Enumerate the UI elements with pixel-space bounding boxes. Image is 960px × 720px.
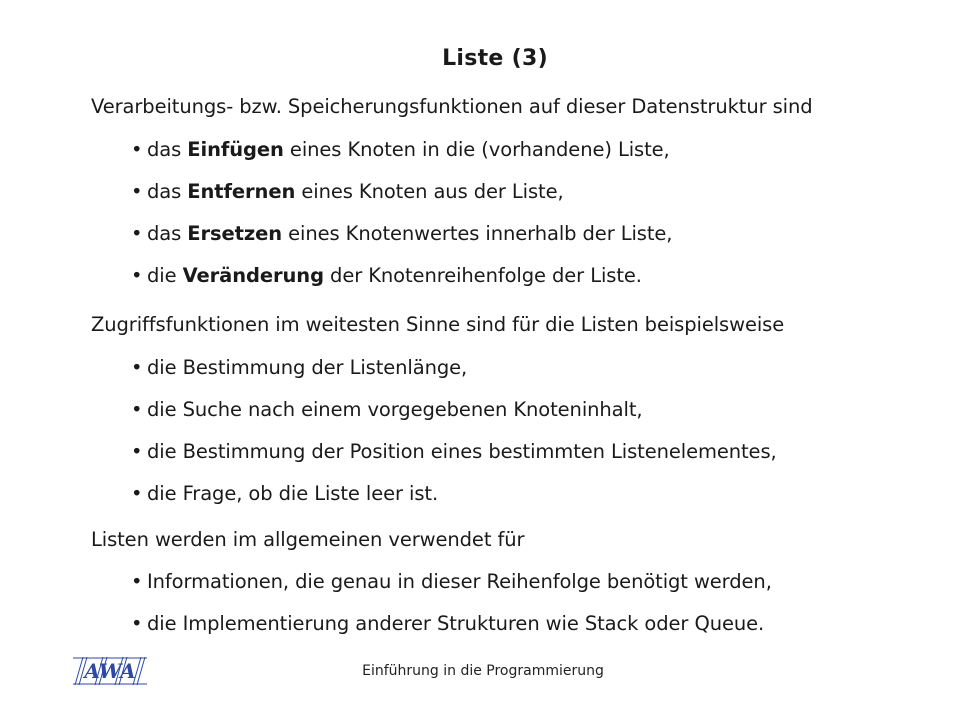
bullet: • bbox=[131, 612, 143, 635]
list-item bbox=[131, 440, 777, 463]
item-text: der Knotenreihenfolge der Liste. bbox=[323, 264, 642, 287]
item-text: das bbox=[147, 222, 188, 245]
item-text: die Suche nach einem vorgegebenen Knoteninhalt, bbox=[147, 398, 643, 421]
bullet: • bbox=[131, 138, 143, 161]
bullet: • bbox=[131, 180, 143, 203]
bullet: • bbox=[131, 440, 143, 463]
item-text: die Bestimmung der Listenlänge, bbox=[147, 356, 468, 379]
item-text: die Bestimmung der Position eines bestimmten Listenelementes, bbox=[147, 440, 777, 463]
item-text: das bbox=[147, 138, 188, 161]
list-item bbox=[131, 482, 438, 505]
item-keyword: Entfernen bbox=[187, 180, 296, 203]
item-keyword: Ersetzen bbox=[187, 222, 283, 245]
item-keyword: Veränderung bbox=[182, 264, 324, 287]
section1-intro: Verarbeitungs- bzw. Speicherungsfunktionen auf dieser Datenstruktur sind bbox=[91, 95, 813, 118]
item-text: eines Knoten in die (vorhandene) Liste, bbox=[283, 138, 670, 161]
list-item bbox=[131, 222, 672, 245]
bullet: • bbox=[131, 356, 143, 379]
page-title: Liste (3) bbox=[442, 46, 548, 71]
section2-intro: Zugriffsfunktionen im weitesten Sinne sind für die Listen beispielsweise bbox=[91, 313, 785, 336]
bullet: • bbox=[131, 482, 143, 505]
section3-intro: Listen werden im allgemeinen verwendet für bbox=[91, 528, 525, 551]
list-item bbox=[131, 398, 642, 421]
list-item bbox=[131, 180, 564, 203]
item-text: eines Knotenwertes innerhalb der Liste, bbox=[282, 222, 673, 245]
list-item bbox=[131, 356, 467, 379]
item-text: Informationen, die genau in dieser Reihenfolge benötigt werden, bbox=[147, 570, 772, 593]
list-item bbox=[131, 264, 642, 287]
item-keyword: Einfügen bbox=[187, 138, 284, 161]
footer-text: Einführung in die Programmierung bbox=[362, 663, 604, 679]
logo-text: AWA bbox=[84, 659, 136, 683]
item-text: die Frage, ob die Liste leer ist. bbox=[147, 482, 439, 505]
bullet: • bbox=[131, 570, 143, 593]
bullet: • bbox=[131, 264, 143, 287]
list-item bbox=[131, 612, 764, 635]
item-text: eines Knoten aus der Liste, bbox=[295, 180, 564, 203]
item-text: die Implementierung anderer Strukturen wie Stack oder Queue. bbox=[147, 612, 765, 635]
list-item bbox=[131, 138, 670, 161]
bullet: • bbox=[131, 398, 143, 421]
list-item bbox=[131, 570, 772, 593]
bullet: • bbox=[131, 222, 143, 245]
item-text: das bbox=[147, 180, 188, 203]
item-text: die bbox=[147, 264, 183, 287]
